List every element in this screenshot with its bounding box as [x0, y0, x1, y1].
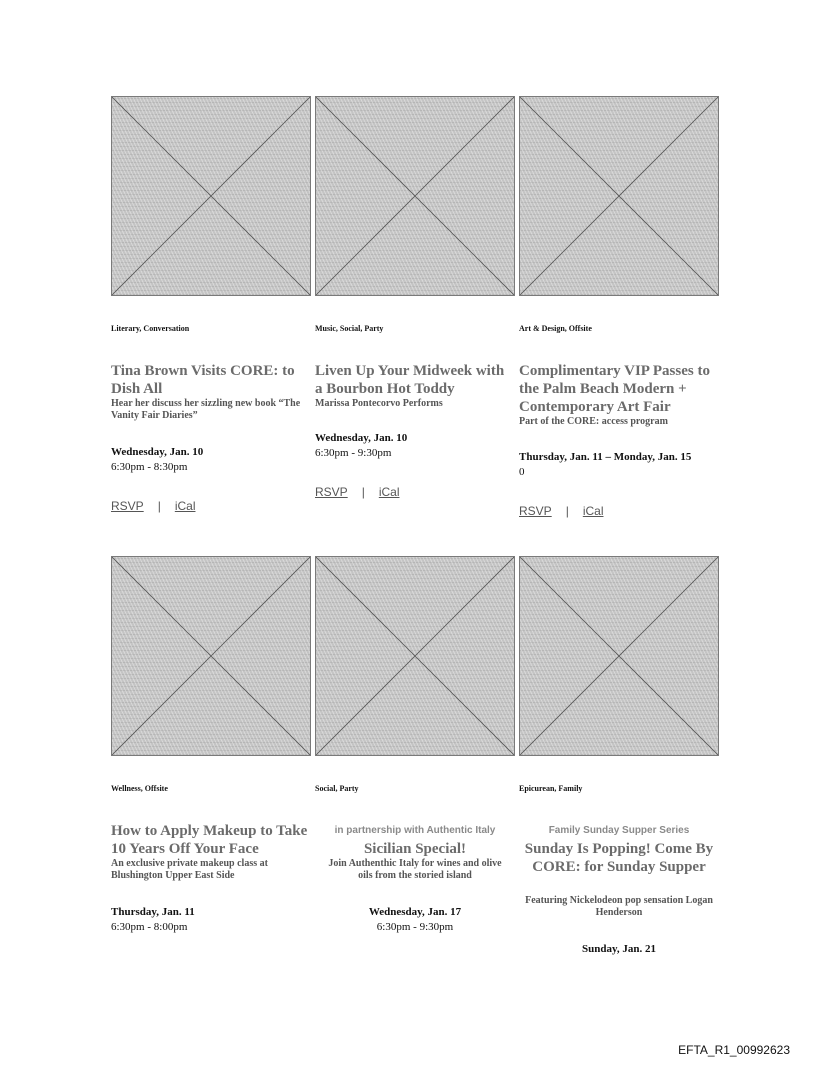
broken-image-icon	[520, 97, 718, 295]
broken-image-icon	[520, 557, 718, 755]
event-title: Complimentary VIP Passes to the Palm Beach Modern + Contemporary Art Fair	[519, 363, 710, 415]
rsvp-link[interactable]: RSVP	[111, 499, 144, 513]
ical-link[interactable]: iCal	[582, 504, 604, 518]
rsvp-link[interactable]: RSVP	[315, 485, 348, 499]
event-categories: Epicurean, Family	[519, 784, 583, 793]
event-date: Thursday, Jan. 11	[111, 906, 195, 918]
broken-image-icon	[316, 97, 514, 295]
event-time: 6:30pm - 9:30pm	[376, 921, 454, 933]
broken-image-icon	[112, 97, 310, 295]
image-placeholder	[519, 96, 719, 296]
event-time: 6:30pm - 8:30pm	[111, 461, 188, 473]
event-categories: Literary, Conversation	[111, 324, 190, 333]
event-date: Thursday, Jan. 11 – Monday, Jan. 15	[519, 451, 692, 463]
ical-link[interactable]: iCal	[174, 499, 196, 513]
image-placeholder	[315, 96, 515, 296]
ical-link[interactable]: iCal	[378, 485, 400, 499]
event-time: 6:30pm - 9:30pm	[315, 447, 392, 459]
event-links	[315, 485, 399, 499]
rsvp-link[interactable]: RSVP	[519, 504, 552, 518]
event-time: 6:30pm - 8:00pm	[111, 921, 188, 933]
event-categories: Social, Party	[315, 784, 359, 793]
event-subtitle: Hear her discuss her sizzling new book “The Vanity Fair Diaries”	[111, 398, 301, 421]
event-date: Wednesday, Jan. 10	[315, 432, 408, 444]
event-kicker: Family Sunday Supper Series	[548, 825, 690, 836]
event-title: Tina Brown Visits CORE: to Dish All	[111, 363, 295, 397]
image-placeholder	[111, 556, 311, 756]
link-separator: |	[565, 504, 569, 518]
event-categories: Music, Social, Party	[315, 324, 384, 333]
event-title: How to Apply Makeup to Take 10 Years Off Your Face	[111, 823, 308, 857]
event-links	[519, 504, 603, 518]
event-date: Wednesday, Jan. 17	[368, 906, 462, 918]
event-date: Wednesday, Jan. 10	[111, 446, 204, 458]
event-links	[111, 499, 195, 513]
document-id: EFTA_R1_00992623	[678, 1043, 790, 1057]
event-time: 0	[519, 466, 525, 478]
event-date: Sunday, Jan. 21	[582, 943, 656, 955]
event-subtitle: Part of the CORE: access program	[519, 416, 668, 427]
event-categories: Wellness, Offsite	[111, 784, 168, 793]
event-subtitle: Featuring Nickelodeon pop sensation Logan Henderson	[525, 895, 713, 918]
event-subtitle: Marissa Pontecorvo Performs	[315, 398, 443, 409]
link-separator: |	[361, 485, 365, 499]
event-subtitle: An exclusive private makeup class at Blushington Upper East Side	[111, 858, 268, 881]
image-placeholder	[111, 96, 311, 296]
event-title: Sunday Is Popping! Come By CORE: for Sunday Supper	[524, 841, 714, 875]
link-separator: |	[157, 499, 161, 513]
event-subtitle: Join Authenthic Italy for wines and olive oils from the storied island	[328, 858, 502, 881]
event-title: Sicilian Special!	[363, 841, 467, 857]
event-kicker: in partnership with Authentic Italy	[334, 825, 496, 836]
image-placeholder	[519, 556, 719, 756]
image-placeholder	[315, 556, 515, 756]
event-categories: Art & Design, Offsite	[519, 324, 592, 333]
broken-image-icon	[112, 557, 310, 755]
broken-image-icon	[316, 557, 514, 755]
event-title: Liven Up Your Midweek with a Bourbon Hot Toddy	[315, 363, 505, 397]
